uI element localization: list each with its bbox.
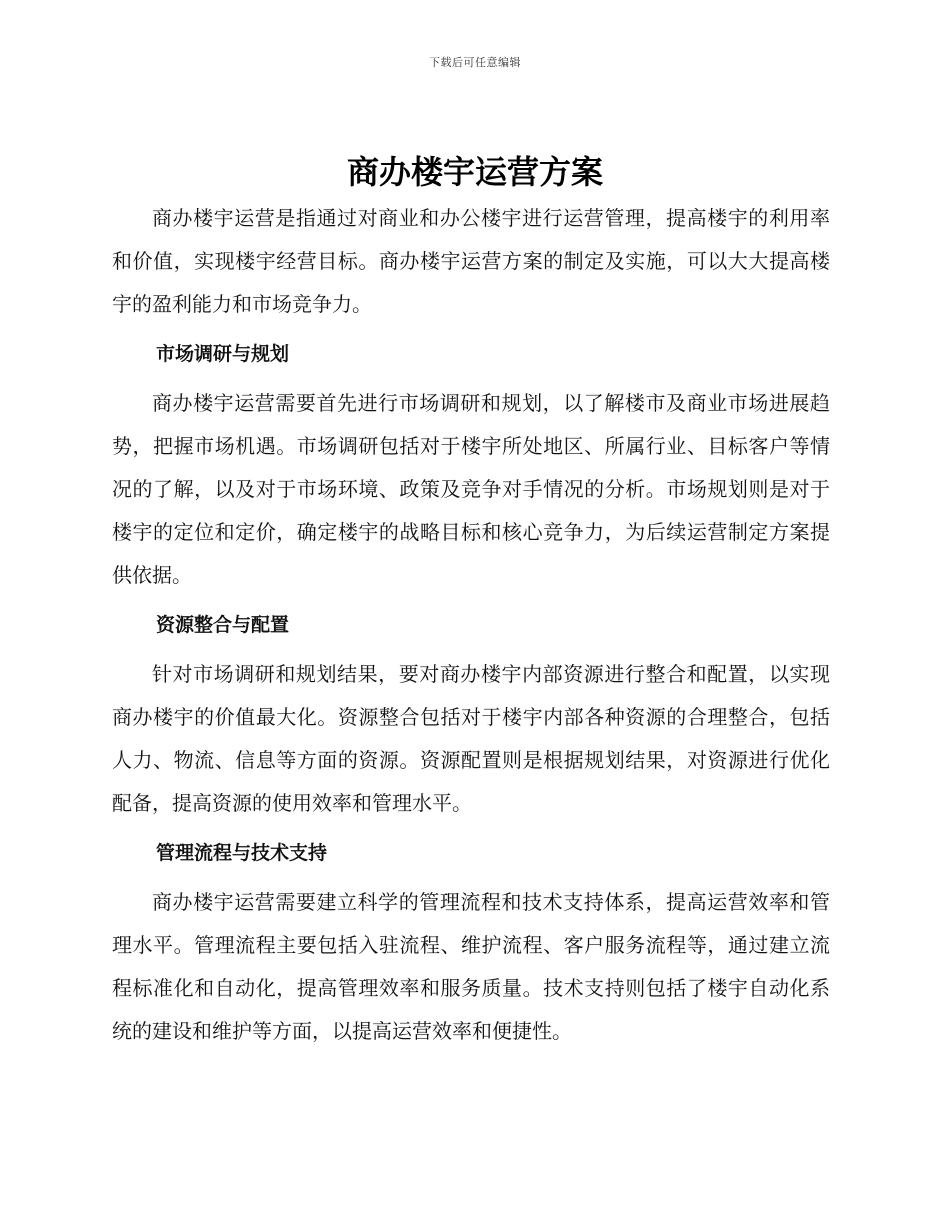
section-paragraph-resource-integration: 针对市场调研和规划结果，要对商办楼宇内部资源进行整合和配置，以实现商办楼宇的价值最大化。资源整合包括对于楼宇内部各种资源的合理整合，包括人力、物流、信息等方面的资源。资源配置则是根据规划结果，对资源进行优化配备，提高资源的使用效率和管理水平。 [112, 662, 830, 815]
section-paragraph-management-process: 商办楼宇运营需要建立科学的管理流程和技术支持体系，提高运营效率和管理水平。管理流程主要包括入驻流程、维护流程、客户服务流程等，通过建立流程标准化和自动化，提高管理效率和服务质量。技术支持则包括了楼宇自动化系统的建设和维护等方面，以提高运营效率和便捷性。 [112, 890, 830, 1043]
intro-paragraph: 商办楼宇运营是指通过对商业和办公楼宇进行运营管理，提高楼宇的利用率和价值，实现楼宇经营目标。商办楼宇运营方案的制定及实施，可以大大提高楼宇的盈利能力和市场竞争力。 [112, 206, 830, 316]
document-title: 商办楼宇运营方案 [346, 153, 603, 191]
document-body [112, 197, 830, 1053]
header-note: 下载后可任意编辑 [429, 56, 521, 69]
section-paragraph-market-research: 商办楼宇运营需要首先进行市场调研和规划，以了解楼市及商业市场进展趋势，把握市场机遇。市场调研包括对于楼宇所处地区、所属行业、目标客户等情况的了解，以及对于市场环境、政策及竞争对手情况的分析。市场规划则是对于楼宇的定位和定价，确定楼宇的战略目标和核心竞争力，为后续运营制定方案提供依据。 [112, 391, 830, 587]
section-heading-market-research: 市场调研与规划 [156, 343, 290, 365]
section-heading-management-process: 管理流程与技术支持 [156, 842, 328, 864]
section-heading-resource-integration: 资源整合与配置 [156, 614, 290, 636]
